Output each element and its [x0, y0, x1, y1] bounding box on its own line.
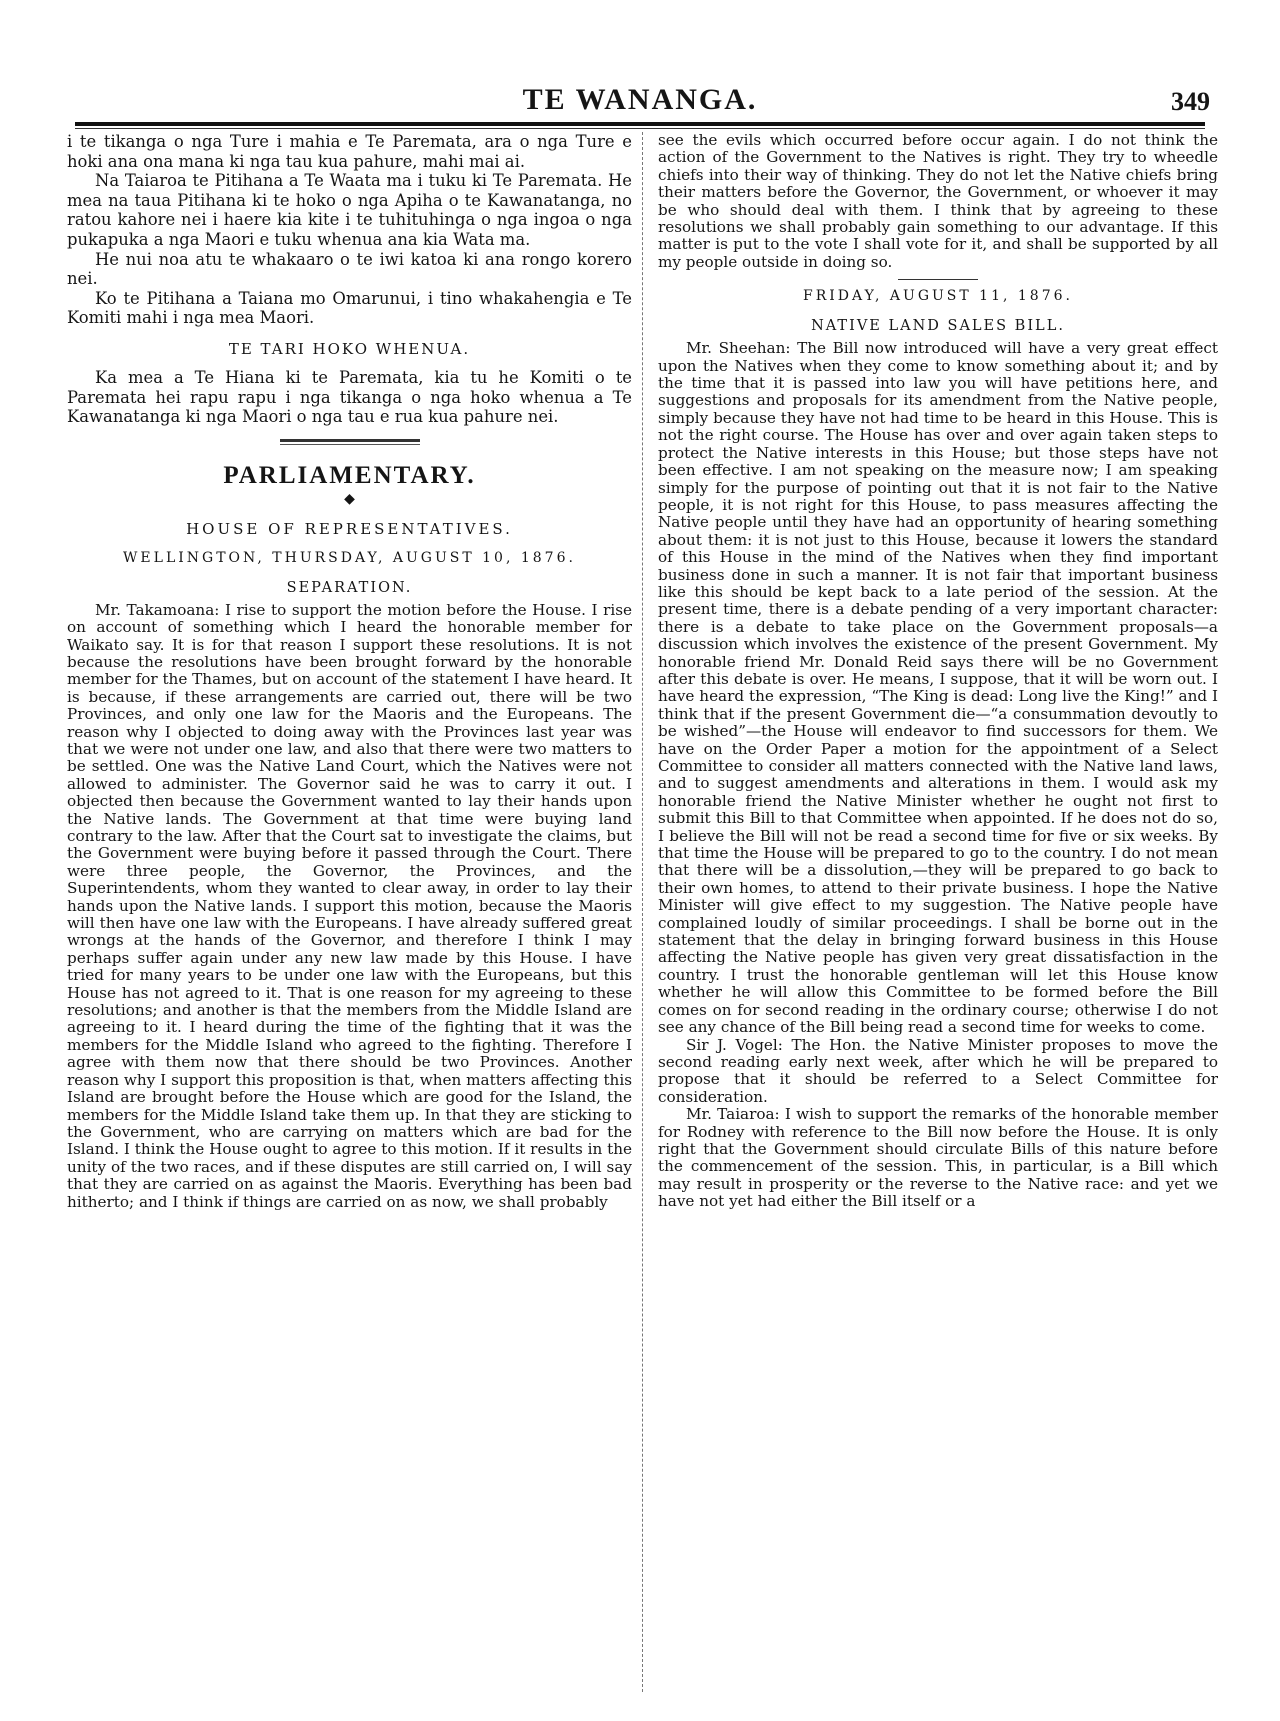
separation-heading: SEPARATION.: [286, 579, 413, 596]
masthead: [60, 82, 1220, 122]
dateline: WELLINGTON, THURSDAY, AUGUST 10, 1876.: [123, 549, 576, 566]
header-rule: [75, 122, 1205, 129]
header-rule-thick: [75, 122, 1205, 126]
section-divider: [280, 439, 420, 442]
maori-petition-paragraph: Na Taiaroa te Pitihana a Te Waata ma i tuku ki Te Paremata. He mea na taua Pitihana ki te hoko o nga Apiha o te Kawanatanga, no ratou kahore nei i haere kia kite i te tuhituhinga o nga ingoa o nga pukapuka a nga Maori e tuku whenua ana kia Wata ma.: [67, 171, 632, 249]
friday-dateline: FRIDAY, AUGUST 11, 1876.: [803, 288, 1073, 305]
newspaper-title: TE WANANGA.: [522, 83, 758, 116]
maori-petition-paragraph: He nui noa atu te whakaaro o te iwi katoa ki ana rongo korero nei.: [67, 249, 632, 289]
parliamentary-heading: PARLIAMENTARY.: [223, 461, 476, 489]
house-heading: HOUSE OF REPRESENTATIVES.: [186, 519, 513, 538]
right-column: [658, 132, 1218, 1692]
taiaroa-speech: Mr. Taiaroa: I wish to support the remarks of the honorable member for Rodney with reference to the Bill now before the House. It is only right that the Government should circulate Bills of this nature before the commencement of the session. This, in particular, is a Bill which may result in prosperity or the reverse to the Native race: and yet we have not yet had either the Bill itself or a: [658, 1105, 1218, 1211]
maori-land-office-paragraph: Ka mea a Te Hiana ki te Paremata, kia tu he Komiti o te Paremata hei rapu rapu i nga tikanga o nga hoko whenua a Te Kawanatanga ki nga Maori o nga tau e rua kua pahure nei.: [67, 367, 632, 427]
sheehan-speech: Mr. Sheehan: The Bill now introduced will have a very great effect upon the Natives when they come to know something about it; and by the time that it is passed into law you will have petitions here, and suggestions and proposals for its amendment from the Native people, simply because they have not had time to be heard in this House. This is not the right course. The House has over and over again taken steps to protect the Native interests in this House; but those steps have not been effective. I am not speaking on the measure now; I am speaking simply for the purpose of pointing out that it is not fair to the Native people, it is not right for this House, to pass measures affecting the Native people until they have had an opportunity of hearing something about them: it is not just to this House, because it lowers the standard of this House in the mind of the Natives when they find important business done in such a manner. It is not fair that important business like this should be kept back to a late period of the session. At the present time, there is a debate pending of a very important character: there is a debate to take place on the Government proposals—a discussion which involves the existence of the present Government. My honorable friend Mr. Donald Reid says there will be no Government after this debate is over. He means, I suppose, that it will be worn out. I have heard the expression, “The King is dead: Long live the King!” and I think that if the present Government die—“a consummation devoutly to be wished”—the House will endeavor to find successors for them. We have on the Order Paper a motion for the appointment of a Select Committee to consider all matters connected with the Native land laws, and to suggest amendments and alterations in them. I would ask my honorable friend the Native Minister whether he ought not first to submit this Bill to that Committee when appointed. If he does not do so, I believe the Bill will not be read a second time for five or six weeks. By that time the House will be prepared to go to the country. I do not mean that there will be a dissolution,—they will be prepared to go back to their own homes, to attend to their private business. I hope the Native Minister will give effect to my suggestion. The Native people have complained loudly of similar proceedings. I shall be borne out in the statement that the delay in bringing forward business in this House affecting the Native people has given very great dissatisfaction in the country. I trust the honorable gentleman will let this House know whether he will allow this Committee to be formed before the Bill comes on for second reading in the ordinary course; otherwise I do not see any chance of the Bill being read a second time for weeks to come.: [658, 339, 1218, 1037]
takamoana-speech: Mr. Takamoana: I rise to support the motion before the House. I rise on account of something which I heard the honorable member for Waikato say. It is for that reason I support these resolutions. It is not because the resolutions have been brought forward by the honorable member for the Thames, but on account of the statement I have heard. It is because, if these arrangements are carried out, there will be two Provinces, and only one law for the Maoris and the Europeans. The reason why I objected to doing away with the Provinces last year was that we were not under one law, and also that there were two matters to be settled. One was the Native Land Court, which the Natives were not allowed to administer. The Governor said he was to carry it out. I objected then because the Government wanted to lay their hands upon the Native lands. The Government at that time were buying land contrary to the law. After that the Court sat to investigate the claims, but the Government were buying before it passed through the Court. There were three people, the Governor, the Provinces, and the Superintendents, whom they wanted to clear away, in order to lay their hands upon the Native lands. I support this motion, because the Maoris will then have one law with the Europeans. I have already suffered great wrongs at the hands of the Governor, and therefore I think I may perhaps suffer again under any new law made by this House. I have tried for many years to be under one law with the Europeans, but this House has not agreed to it. That is one reason for my agreeing to these resolutions; and another is that the members from the Middle Island are agreeing to it. I heard during the time of the fighting that it was the members for the Middle Island who agreed to the fighting. Therefore I agree with them now that there should be two Provinces. Another reason why I support this proposition is that, when matters affecting this Island are brought before the House which are good for the Island, the members for the Middle Island take them up. In that they are sticking to the Government, who are carrying on matters which are bad for the Island. I think the House ought to agree to this motion. If it results in the unity of the two races, and if these disputes are still carried on, I will say that they are carried on as against the Maoris. Everything has been bad hitherto; and I think if things are carried on as now, we shall probably: [67, 600, 632, 1211]
bill-heading: NATIVE LAND SALES BILL.: [811, 318, 1065, 335]
ornament-divider: ◆: [344, 490, 355, 507]
page-number: 349: [1171, 87, 1210, 116]
column-divider: [642, 132, 643, 1692]
vogel-speech: Sir J. Vogel: The Hon. the Native Minister proposes to move the second reading early next week, after which he will be prepared to propose that it should be referred to a Select Committee for consideration.: [658, 1035, 1218, 1106]
header-rule-thin: [75, 128, 1205, 129]
speech-continued: see the evils which occurred before occur again. I do not think the action of the Government to the Natives is right. They try to wheedle chiefs into their way of thinking. They do not let the Native chiefs bring their matters before the Governor, the Government, or whoever it may be who should deal with them. I think that by agreeing to these resolutions we shall probably gain something to our advantage. If this matter is put to the vote I shall vote for it, and shall be supported by all my people outside in doing so.: [658, 132, 1218, 271]
maori-petition-paragraph: Ko te Pitihana a Taiana mo Omarunui, i tino whakahengia e Te Komiti mahi i nga mea Maori.: [67, 288, 632, 328]
maori-continued-paragraph: i te tikanga o nga Ture i mahia e Te Paremata, ara o nga Ture e hoki ana ona mana ki nga tau kua pahure, mahi mai ai.: [67, 132, 632, 171]
maori-section-title: TE TARI HOKO WHENUA.: [228, 339, 471, 358]
short-divider: [898, 279, 978, 280]
left-column: [67, 132, 632, 1692]
